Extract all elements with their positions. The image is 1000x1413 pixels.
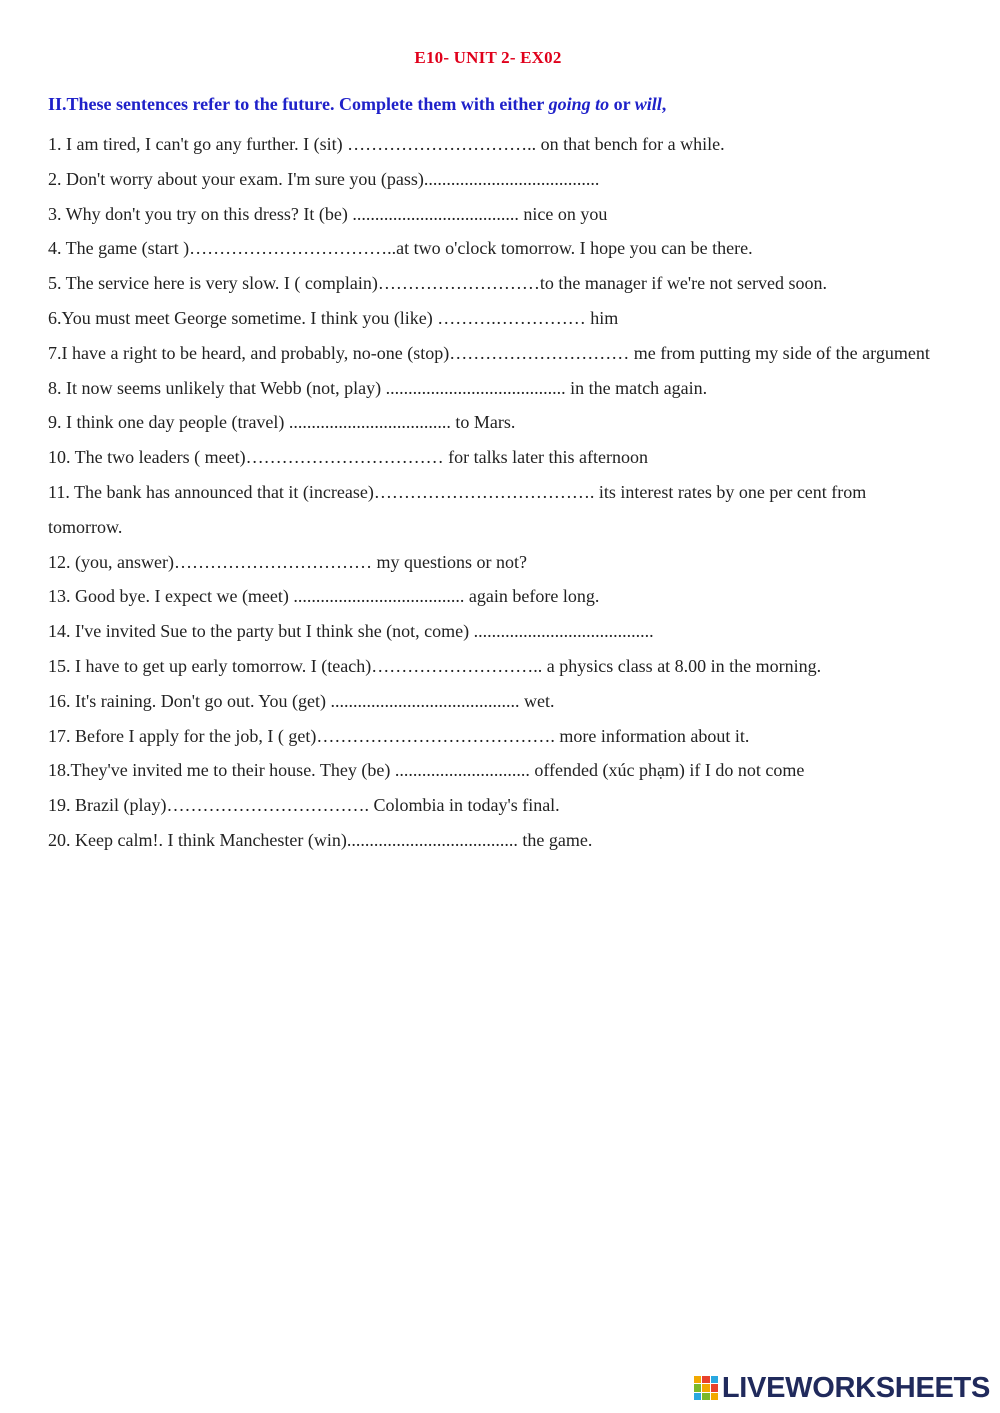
exercise-item-2: 2. Don't worry about your exam. I'm sure you (pass)....................................... — [48, 168, 600, 189]
liveworksheets-logo — [694, 1373, 990, 1403]
logo-tile — [711, 1376, 718, 1383]
exercise-item-5: 5. The service here is very slow. I ( complain)………………………to the manager if we're not served soon. — [48, 273, 828, 294]
exercise-item-13: 13. Good bye. I expect we (meet) ...................................... again before long. — [48, 586, 600, 607]
exercise-item-15: 15. I have to get up early tomorrow. I (teach)……………………….. a physics class at 8.00 in the morning. — [48, 655, 822, 676]
instruction-tail: , — [661, 94, 667, 114]
instruction-lead: II.These sentences refer to the future. Complete them with either — [48, 94, 549, 114]
exercise-item-3: 3. Why don't you try on this dress? It (be) ..................................... nice on you — [48, 203, 608, 224]
exercise-item-6: 6.You must meet George sometime. I think you (like) ……….…………… him — [48, 307, 619, 328]
exercise-item-9: 9. I think one day people (travel) .................................... to Mars. — [48, 412, 516, 433]
logo-tile — [711, 1393, 718, 1400]
instruction-connector: or — [609, 94, 635, 114]
logo-tile — [702, 1393, 709, 1400]
worksheet-title: E10- UNIT 2- EX02 — [414, 48, 562, 67]
instruction-option-will: will — [634, 94, 662, 114]
exercise-item-16: 16. It's raining. Don't go out. You (get) .......................................... wet. — [48, 690, 555, 711]
logo-tile — [702, 1384, 709, 1391]
exercise-item-12: 12. (you, answer)…………………………… my questions or not? — [48, 551, 527, 572]
instruction-option-going-to: going to — [548, 94, 610, 114]
exercise-item-17: 17. Before I apply for the job, I ( get)…………………………………. more information about it. — [48, 725, 750, 746]
logo-tile — [694, 1384, 701, 1391]
exercise-item-19: 19. Brazil (play)……………………………. Colombia in today's final. — [48, 795, 560, 816]
logo-tile — [702, 1376, 709, 1383]
exercise-item-10: 10. The two leaders ( meet)…………………………… for talks later this afternoon — [48, 447, 649, 468]
logo-wordmark: LIVEWORKSHEETS — [721, 1371, 990, 1404]
logo-tile — [711, 1384, 718, 1391]
exercise-item-11: 11. The bank has announced that it (increase)………………………………. its interest rates by one per cent from tomorrow. — [48, 481, 867, 537]
exercise-item-1: 1. I am tired, I can't go any further. I (sit) ………………………….. on that bench for a while. — [48, 134, 725, 154]
logo-grid-icon — [694, 1376, 718, 1400]
exercise-item-14: 14. I've invited Sue to the party but I think she (not, come) ........................................ — [48, 621, 654, 642]
exercise-item-7: 7.I have a right to be heard, and probably, no-one (stop)………………………… me from putting my side of the argument — [48, 342, 930, 363]
exercise-item-4: 4. The game (start )……………………………..at two o'clock tomorrow. I hope you can be there. — [48, 238, 753, 259]
exercise-instruction — [48, 94, 978, 115]
logo-tile — [694, 1393, 701, 1400]
logo-tile — [694, 1376, 701, 1383]
exercise-item-18: 18.They've invited me to their house. They (be) .............................. offended (xúc phạm) if I do not come — [48, 760, 805, 781]
exercise-list — [48, 127, 938, 858]
exercise-item-8: 8. It now seems unlikely that Webb (not, play) ........................................ in the match again. — [48, 377, 708, 398]
exercise-item-20: 20. Keep calm!. I think Manchester (win)...................................... the game. — [48, 829, 593, 850]
